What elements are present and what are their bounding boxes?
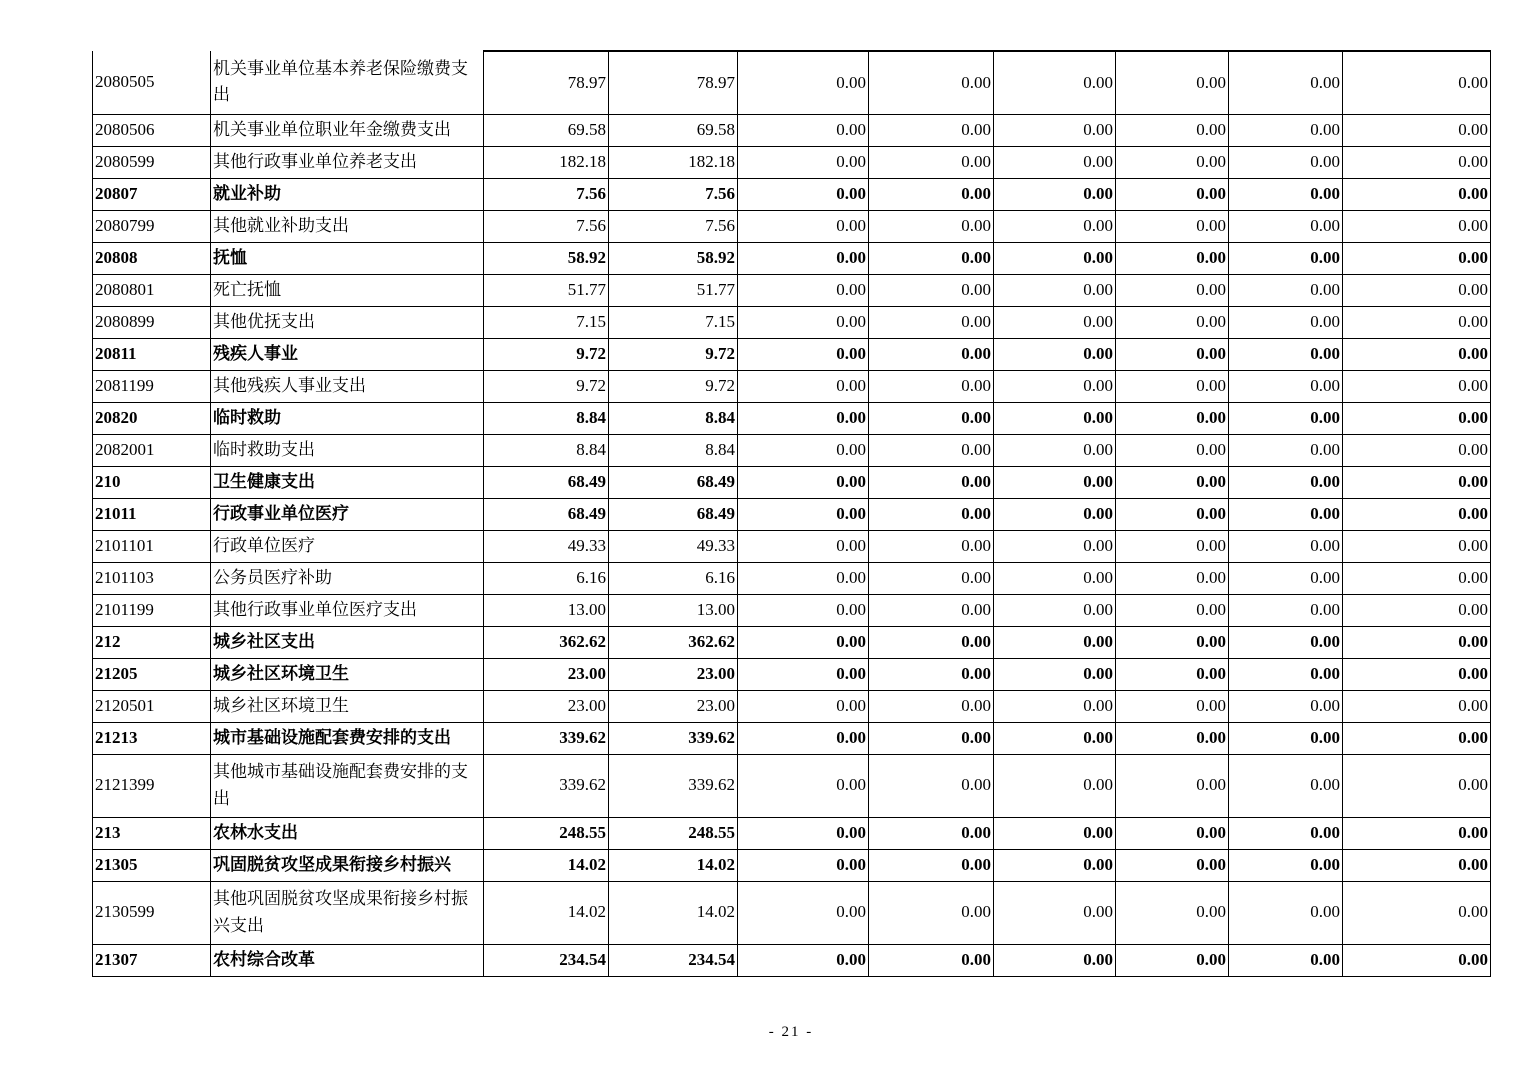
- table-row: [93, 658, 1491, 690]
- name-cell: 巩固脱贫攻坚成果衔接乡村振兴: [211, 849, 484, 881]
- value-cell: 0.00: [1229, 817, 1343, 849]
- value-cell: 0.00: [738, 146, 869, 178]
- value-cell: 339.62: [484, 754, 609, 817]
- name-cell: 其他行政事业单位养老支出: [211, 146, 484, 178]
- code-cell: 21011: [93, 498, 211, 530]
- table-row: [93, 817, 1491, 849]
- value-cell: 0.00: [1229, 562, 1343, 594]
- value-cell: 0.00: [994, 178, 1116, 210]
- value-cell: 0.00: [1343, 338, 1491, 370]
- value-cell: 0.00: [1116, 466, 1229, 498]
- code-cell: 2101199: [93, 594, 211, 626]
- table-row: [93, 178, 1491, 210]
- value-cell: 0.00: [1116, 594, 1229, 626]
- value-cell: 0.00: [1116, 754, 1229, 817]
- value-cell: 234.54: [609, 944, 738, 976]
- value-cell: 0.00: [1343, 594, 1491, 626]
- value-cell: 0.00: [994, 881, 1116, 944]
- name-cell: 其他优抚支出: [211, 306, 484, 338]
- code-cell: 20808: [93, 242, 211, 274]
- table-row: [93, 594, 1491, 626]
- name-cell: 农林水支出: [211, 817, 484, 849]
- table-row: [93, 626, 1491, 658]
- name-cell: 就业补助: [211, 178, 484, 210]
- value-cell: 0.00: [869, 51, 994, 114]
- value-cell: 51.77: [484, 274, 609, 306]
- value-cell: 0.00: [1116, 114, 1229, 146]
- value-cell: 0.00: [1116, 370, 1229, 402]
- value-cell: 0.00: [738, 817, 869, 849]
- value-cell: 69.58: [484, 114, 609, 146]
- value-cell: 8.84: [609, 402, 738, 434]
- value-cell: 14.02: [609, 849, 738, 881]
- value-cell: 0.00: [738, 274, 869, 306]
- table-row: [93, 690, 1491, 722]
- value-cell: 7.15: [484, 306, 609, 338]
- value-cell: 0.00: [994, 210, 1116, 242]
- page-number: - 21 -: [768, 1024, 814, 1040]
- value-cell: 0.00: [738, 754, 869, 817]
- value-cell: 0.00: [1116, 274, 1229, 306]
- value-cell: 339.62: [609, 754, 738, 817]
- value-cell: 248.55: [609, 817, 738, 849]
- value-cell: 0.00: [1343, 178, 1491, 210]
- value-cell: 0.00: [869, 434, 994, 466]
- value-cell: 49.33: [609, 530, 738, 562]
- value-cell: 0.00: [994, 274, 1116, 306]
- value-cell: 0.00: [994, 306, 1116, 338]
- value-cell: 23.00: [609, 690, 738, 722]
- value-cell: 0.00: [738, 849, 869, 881]
- code-cell: 21305: [93, 849, 211, 881]
- name-cell: 行政单位医疗: [211, 530, 484, 562]
- value-cell: 14.02: [484, 881, 609, 944]
- value-cell: 6.16: [484, 562, 609, 594]
- value-cell: 234.54: [484, 944, 609, 976]
- table-row: [93, 306, 1491, 338]
- code-cell: 2130599: [93, 881, 211, 944]
- value-cell: 0.00: [738, 626, 869, 658]
- table-row: [93, 146, 1491, 178]
- value-cell: 248.55: [484, 817, 609, 849]
- value-cell: 0.00: [869, 722, 994, 754]
- value-cell: 0.00: [869, 498, 994, 530]
- table-row: [93, 466, 1491, 498]
- code-cell: 2121399: [93, 754, 211, 817]
- table-row: [93, 754, 1491, 817]
- value-cell: 0.00: [869, 594, 994, 626]
- value-cell: 0.00: [1116, 306, 1229, 338]
- value-cell: 0.00: [994, 51, 1116, 114]
- value-cell: 0.00: [994, 562, 1116, 594]
- value-cell: 0.00: [994, 754, 1116, 817]
- code-cell: 2080799: [93, 210, 211, 242]
- value-cell: 0.00: [1116, 944, 1229, 976]
- name-cell: 其他残疾人事业支出: [211, 370, 484, 402]
- value-cell: 0.00: [1343, 722, 1491, 754]
- value-cell: 0.00: [994, 242, 1116, 274]
- value-cell: 0.00: [1229, 658, 1343, 690]
- value-cell: 0.00: [1229, 881, 1343, 944]
- value-cell: 0.00: [1343, 658, 1491, 690]
- name-cell: 机关事业单位职业年金缴费支出: [211, 114, 484, 146]
- table-row: [93, 562, 1491, 594]
- value-cell: 8.84: [484, 434, 609, 466]
- value-cell: 0.00: [1229, 434, 1343, 466]
- value-cell: 0.00: [1343, 306, 1491, 338]
- value-cell: 0.00: [1229, 498, 1343, 530]
- value-cell: 0.00: [1343, 274, 1491, 306]
- code-cell: 212: [93, 626, 211, 658]
- value-cell: 23.00: [609, 658, 738, 690]
- code-cell: 2080599: [93, 146, 211, 178]
- value-cell: 0.00: [869, 817, 994, 849]
- value-cell: 7.56: [484, 210, 609, 242]
- value-cell: 0.00: [1229, 594, 1343, 626]
- value-cell: 0.00: [738, 498, 869, 530]
- name-cell: 死亡抚恤: [211, 274, 484, 306]
- value-cell: 0.00: [738, 466, 869, 498]
- value-cell: 0.00: [869, 402, 994, 434]
- value-cell: 0.00: [1229, 754, 1343, 817]
- value-cell: 0.00: [1116, 210, 1229, 242]
- value-cell: 0.00: [738, 370, 869, 402]
- value-cell: 0.00: [1116, 434, 1229, 466]
- value-cell: 0.00: [1343, 690, 1491, 722]
- value-cell: 0.00: [869, 242, 994, 274]
- value-cell: 0.00: [1116, 658, 1229, 690]
- value-cell: 8.84: [484, 402, 609, 434]
- value-cell: 0.00: [994, 658, 1116, 690]
- value-cell: 0.00: [738, 690, 869, 722]
- table-row: [93, 338, 1491, 370]
- code-cell: 210: [93, 466, 211, 498]
- value-cell: 0.00: [1343, 944, 1491, 976]
- value-cell: 0.00: [1116, 178, 1229, 210]
- name-cell: 残疾人事业: [211, 338, 484, 370]
- value-cell: 0.00: [1229, 178, 1343, 210]
- table-row: [93, 944, 1491, 976]
- value-cell: 7.56: [484, 178, 609, 210]
- value-cell: 0.00: [738, 658, 869, 690]
- name-cell: 其他行政事业单位医疗支出: [211, 594, 484, 626]
- value-cell: 0.00: [1343, 817, 1491, 849]
- value-cell: 0.00: [1229, 51, 1343, 114]
- value-cell: 0.00: [738, 562, 869, 594]
- value-cell: 0.00: [1116, 562, 1229, 594]
- value-cell: 0.00: [994, 690, 1116, 722]
- value-cell: 0.00: [869, 114, 994, 146]
- value-cell: 0.00: [869, 849, 994, 881]
- value-cell: 0.00: [738, 306, 869, 338]
- value-cell: 9.72: [484, 338, 609, 370]
- value-cell: 58.92: [609, 242, 738, 274]
- value-cell: 0.00: [1229, 242, 1343, 274]
- value-cell: 0.00: [1343, 626, 1491, 658]
- value-cell: 9.72: [609, 370, 738, 402]
- value-cell: 0.00: [1229, 210, 1343, 242]
- name-cell: 城市基础设施配套费安排的支出: [211, 722, 484, 754]
- value-cell: 0.00: [1343, 754, 1491, 817]
- value-cell: 0.00: [1343, 210, 1491, 242]
- value-cell: 0.00: [1229, 146, 1343, 178]
- value-cell: 68.49: [484, 466, 609, 498]
- value-cell: 13.00: [484, 594, 609, 626]
- code-cell: 20807: [93, 178, 211, 210]
- value-cell: 6.16: [609, 562, 738, 594]
- value-cell: 0.00: [869, 626, 994, 658]
- value-cell: 0.00: [1116, 51, 1229, 114]
- code-cell: 213: [93, 817, 211, 849]
- value-cell: 0.00: [1343, 114, 1491, 146]
- budget-table: [92, 50, 1491, 977]
- value-cell: 0.00: [994, 594, 1116, 626]
- value-cell: 0.00: [738, 51, 869, 114]
- value-cell: 0.00: [1343, 51, 1491, 114]
- table-row: [93, 434, 1491, 466]
- value-cell: 0.00: [1343, 466, 1491, 498]
- value-cell: 51.77: [609, 274, 738, 306]
- value-cell: 0.00: [738, 944, 869, 976]
- value-cell: 0.00: [994, 722, 1116, 754]
- value-cell: 0.00: [738, 594, 869, 626]
- value-cell: 0.00: [1229, 530, 1343, 562]
- value-cell: 0.00: [738, 530, 869, 562]
- value-cell: 0.00: [1343, 370, 1491, 402]
- name-cell: 机关事业单位基本养老保险缴费支出: [211, 51, 484, 114]
- value-cell: 0.00: [1229, 626, 1343, 658]
- value-cell: 0.00: [869, 881, 994, 944]
- value-cell: 13.00: [609, 594, 738, 626]
- name-cell: 城乡社区环境卫生: [211, 690, 484, 722]
- value-cell: 0.00: [869, 944, 994, 976]
- code-cell: 20811: [93, 338, 211, 370]
- value-cell: 58.92: [484, 242, 609, 274]
- value-cell: 0.00: [869, 338, 994, 370]
- value-cell: 0.00: [738, 434, 869, 466]
- value-cell: 0.00: [1343, 402, 1491, 434]
- value-cell: 0.00: [738, 881, 869, 944]
- code-cell: 20820: [93, 402, 211, 434]
- value-cell: 23.00: [484, 690, 609, 722]
- value-cell: 0.00: [869, 690, 994, 722]
- code-cell: 21213: [93, 722, 211, 754]
- value-cell: 7.56: [609, 210, 738, 242]
- name-cell: 公务员医疗补助: [211, 562, 484, 594]
- value-cell: 0.00: [1116, 402, 1229, 434]
- value-cell: 0.00: [738, 242, 869, 274]
- value-cell: 0.00: [869, 210, 994, 242]
- value-cell: 0.00: [738, 722, 869, 754]
- name-cell: 抚恤: [211, 242, 484, 274]
- code-cell: 2081199: [93, 370, 211, 402]
- value-cell: 0.00: [738, 338, 869, 370]
- table-row: [93, 274, 1491, 306]
- value-cell: 0.00: [1116, 817, 1229, 849]
- value-cell: 0.00: [994, 530, 1116, 562]
- value-cell: 9.72: [484, 370, 609, 402]
- value-cell: 0.00: [1229, 466, 1343, 498]
- name-cell: 农村综合改革: [211, 944, 484, 976]
- value-cell: 0.00: [1116, 498, 1229, 530]
- name-cell: 临时救助: [211, 402, 484, 434]
- value-cell: 23.00: [484, 658, 609, 690]
- value-cell: 68.49: [484, 498, 609, 530]
- value-cell: 0.00: [869, 274, 994, 306]
- value-cell: 78.97: [484, 51, 609, 114]
- value-cell: 0.00: [1229, 370, 1343, 402]
- value-cell: 0.00: [1116, 338, 1229, 370]
- value-cell: 0.00: [994, 626, 1116, 658]
- value-cell: 182.18: [484, 146, 609, 178]
- value-cell: 0.00: [869, 370, 994, 402]
- value-cell: 0.00: [869, 658, 994, 690]
- code-cell: 2080899: [93, 306, 211, 338]
- code-cell: 2120501: [93, 690, 211, 722]
- value-cell: 0.00: [994, 434, 1116, 466]
- value-cell: 14.02: [484, 849, 609, 881]
- code-cell: 2101103: [93, 562, 211, 594]
- value-cell: 0.00: [994, 114, 1116, 146]
- value-cell: 0.00: [1343, 881, 1491, 944]
- value-cell: 0.00: [994, 370, 1116, 402]
- value-cell: 0.00: [1116, 626, 1229, 658]
- name-cell: 城乡社区环境卫生: [211, 658, 484, 690]
- name-cell: 行政事业单位医疗: [211, 498, 484, 530]
- name-cell: 其他就业补助支出: [211, 210, 484, 242]
- value-cell: 0.00: [1116, 881, 1229, 944]
- value-cell: 182.18: [609, 146, 738, 178]
- code-cell: 21205: [93, 658, 211, 690]
- value-cell: 0.00: [994, 146, 1116, 178]
- value-cell: 7.56: [609, 178, 738, 210]
- value-cell: 0.00: [994, 849, 1116, 881]
- name-cell: 其他城市基础设施配套费安排的支出: [211, 754, 484, 817]
- value-cell: 7.15: [609, 306, 738, 338]
- value-cell: 0.00: [1343, 498, 1491, 530]
- value-cell: 339.62: [484, 722, 609, 754]
- value-cell: 0.00: [1343, 146, 1491, 178]
- value-cell: 68.49: [609, 498, 738, 530]
- code-cell: 21307: [93, 944, 211, 976]
- value-cell: 0.00: [738, 210, 869, 242]
- value-cell: 0.00: [738, 402, 869, 434]
- name-cell: 卫生健康支出: [211, 466, 484, 498]
- value-cell: 0.00: [738, 114, 869, 146]
- value-cell: 0.00: [1343, 434, 1491, 466]
- code-cell: 2080505: [93, 51, 211, 114]
- value-cell: 0.00: [1116, 722, 1229, 754]
- table-row: [93, 210, 1491, 242]
- value-cell: 0.00: [869, 178, 994, 210]
- value-cell: 0.00: [869, 754, 994, 817]
- table-row: [93, 242, 1491, 274]
- value-cell: 0.00: [1229, 690, 1343, 722]
- value-cell: 0.00: [1343, 849, 1491, 881]
- value-cell: 0.00: [994, 817, 1116, 849]
- value-cell: 0.00: [1116, 690, 1229, 722]
- value-cell: 0.00: [869, 562, 994, 594]
- table-row: [93, 370, 1491, 402]
- table-row: [93, 881, 1491, 944]
- value-cell: 0.00: [1229, 114, 1343, 146]
- table-row: [93, 114, 1491, 146]
- name-cell: 临时救助支出: [211, 434, 484, 466]
- value-cell: 0.00: [1229, 722, 1343, 754]
- value-cell: 68.49: [609, 466, 738, 498]
- value-cell: 69.58: [609, 114, 738, 146]
- value-cell: 0.00: [994, 944, 1116, 976]
- code-cell: 2080506: [93, 114, 211, 146]
- table-row: [93, 402, 1491, 434]
- value-cell: 9.72: [609, 338, 738, 370]
- value-cell: 0.00: [994, 402, 1116, 434]
- value-cell: 0.00: [1229, 338, 1343, 370]
- value-cell: 0.00: [738, 178, 869, 210]
- value-cell: 0.00: [869, 530, 994, 562]
- value-cell: 0.00: [1343, 242, 1491, 274]
- value-cell: 49.33: [484, 530, 609, 562]
- name-cell: 城乡社区支出: [211, 626, 484, 658]
- value-cell: 0.00: [1229, 306, 1343, 338]
- value-cell: 0.00: [1116, 242, 1229, 274]
- value-cell: 362.62: [609, 626, 738, 658]
- value-cell: 14.02: [609, 881, 738, 944]
- code-cell: 2080801: [93, 274, 211, 306]
- value-cell: 0.00: [1116, 530, 1229, 562]
- table-row: [93, 722, 1491, 754]
- value-cell: 362.62: [484, 626, 609, 658]
- value-cell: 0.00: [994, 338, 1116, 370]
- value-cell: 339.62: [609, 722, 738, 754]
- name-cell: 其他巩固脱贫攻坚成果衔接乡村振兴支出: [211, 881, 484, 944]
- table-row: [93, 498, 1491, 530]
- value-cell: 78.97: [609, 51, 738, 114]
- value-cell: 0.00: [1343, 562, 1491, 594]
- value-cell: 0.00: [869, 146, 994, 178]
- value-cell: 0.00: [1116, 146, 1229, 178]
- value-cell: 0.00: [1229, 274, 1343, 306]
- value-cell: 8.84: [609, 434, 738, 466]
- value-cell: 0.00: [1229, 849, 1343, 881]
- value-cell: 0.00: [1229, 402, 1343, 434]
- code-cell: 2101101: [93, 530, 211, 562]
- table-row: [93, 849, 1491, 881]
- table-row: [93, 51, 1491, 114]
- value-cell: 0.00: [869, 306, 994, 338]
- code-cell: 2082001: [93, 434, 211, 466]
- value-cell: 0.00: [994, 466, 1116, 498]
- value-cell: 0.00: [994, 498, 1116, 530]
- value-cell: 0.00: [1116, 849, 1229, 881]
- table-row: [93, 530, 1491, 562]
- value-cell: 0.00: [1229, 944, 1343, 976]
- value-cell: 0.00: [869, 466, 994, 498]
- value-cell: 0.00: [1343, 530, 1491, 562]
